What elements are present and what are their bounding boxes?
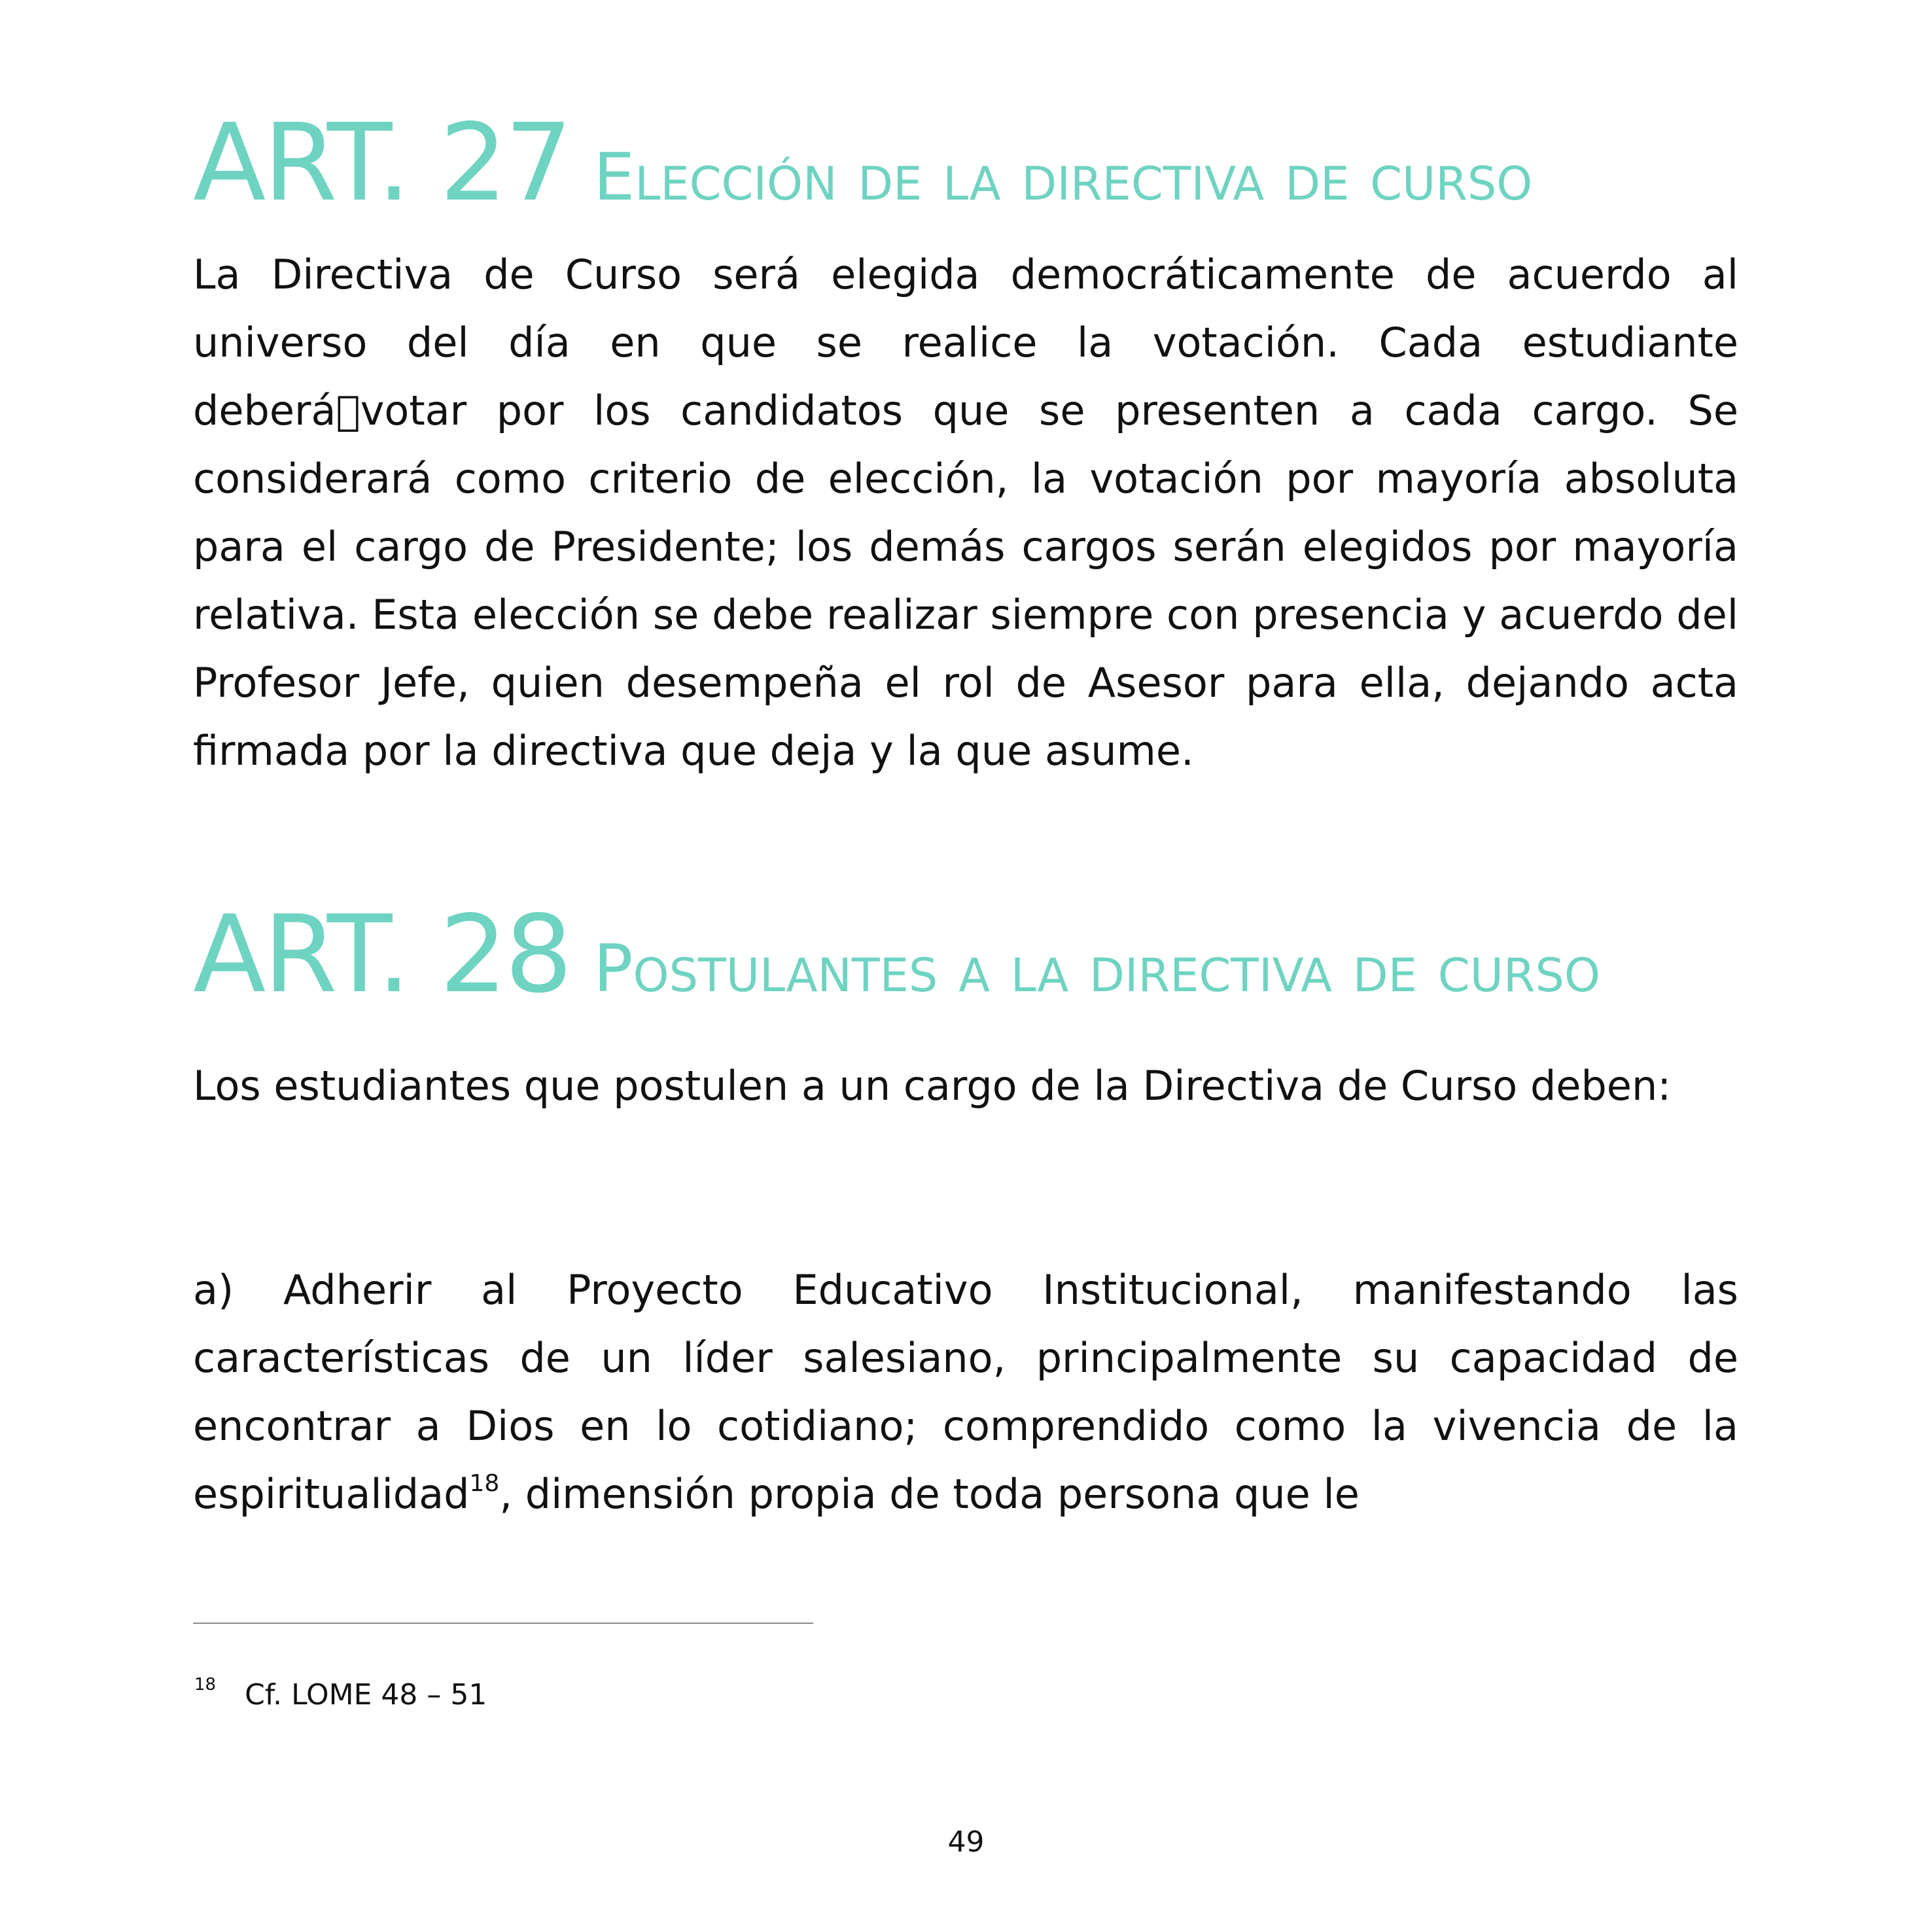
- item-a-text: a) Adherir al Proyecto Educativo Institucional, manifestando las características de un líder salesiano, principalmente su capacidad de encontrar a Dios en lo cotidiano; comprendido como la vivencia de la espiritualidad: [193, 1266, 1738, 1518]
- article-27-number: ART. 27: [193, 101, 571, 225]
- article-28-number: ART. 28: [193, 893, 571, 1017]
- footnote-reference: 18: [469, 1470, 500, 1497]
- footnote-text: Cf. LOME 48 – 51: [245, 1678, 487, 1712]
- item-a-text-continued: , dimensión propia de toda persona que le: [499, 1470, 1360, 1518]
- footnote-divider: [193, 1623, 813, 1624]
- article-28-intro: Los estudiantes que postulen a un cargo de la Directiva de Curso deben:: [193, 1062, 1672, 1110]
- footnote-mark: 18: [194, 1675, 217, 1695]
- article-27-title: Elección de la directiva de curso: [593, 139, 1533, 215]
- page-number: 49: [947, 1825, 985, 1859]
- footnote: [194, 1675, 487, 1712]
- article-28-heading: [193, 893, 1600, 1017]
- article-28-item-a: [193, 1256, 1738, 1528]
- article-27-body: La Directiva de Curso será elegida democráticamente de acuerdo al universo del día en que se realice la votación. Cada estudiante deberá votar por los candidatos que se presenten a cada cargo. Se considerará como criterio de elección, la votación por mayoría absoluta para el cargo de Presidente; los demás cargos serán elegidos por mayoría relativa. Esta elección se debe realizar siempre con presencia y acuerdo del Profesor Jefe, quien desempeña el rol de Asesor para ella, dejando acta firmada por la directiva que deja y la que asume.: [193, 251, 1738, 775]
- article-28-title: Postulantes a la directiva de curso: [593, 930, 1600, 1007]
- article-27-heading: [193, 101, 1533, 225]
